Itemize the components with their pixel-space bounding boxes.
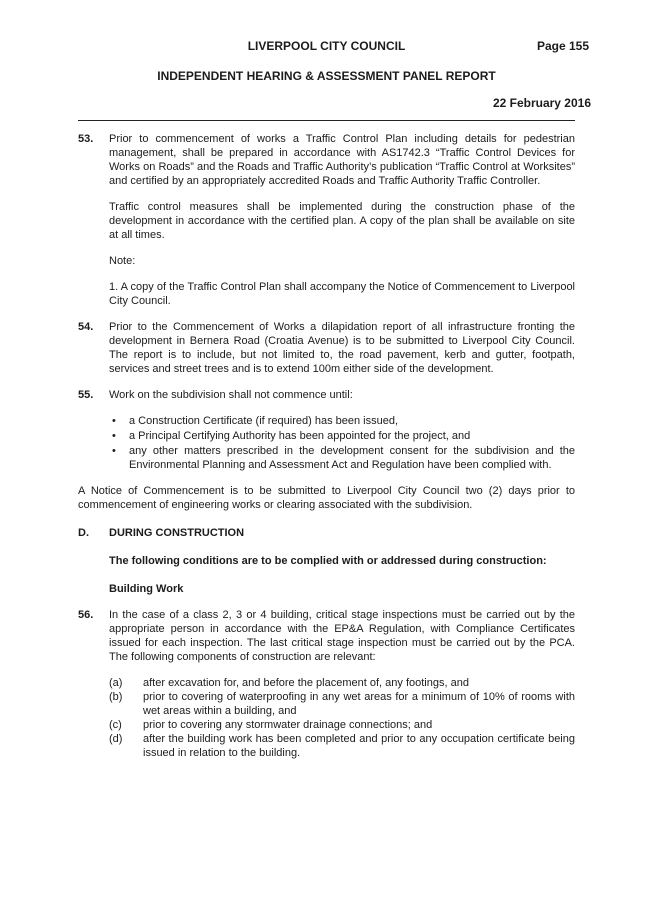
component-list	[109, 676, 575, 760]
document-body	[78, 132, 575, 772]
section-letter: D.	[78, 527, 89, 539]
council-name: LIVERPOOL CITY COUNCIL	[247, 39, 406, 53]
list-item	[109, 690, 575, 718]
item-label: (d)	[109, 733, 123, 745]
condition-number: 55.	[78, 389, 94, 401]
condition-56	[78, 608, 575, 760]
condition-paragraph: Traffic control measures shall be implemented during the construction phase of the development in accordance with the certified plan. A copy of the plan shall be available on site at all times.	[109, 201, 575, 241]
item-text: prior to covering of waterproofing in any wet areas for a minimum of 10% of rooms with wet areas within a building, and	[143, 691, 575, 717]
subsection-title: Building Work	[109, 583, 184, 595]
report-title: INDEPENDENT HEARING & ASSESSMENT PANEL REPORT	[157, 69, 496, 83]
header-divider	[78, 120, 575, 121]
list-item	[109, 732, 575, 760]
page-number: Page 155	[536, 39, 589, 53]
item-text: after the building work has been completed and prior to any occupation certificate being issued in relation to the building.	[143, 733, 575, 759]
list-item: • any other matters prescribed in the development consent for the subdivision and the Environmental Planning and Assessment Act and Regulation have been complied with.	[109, 444, 575, 472]
condition-54	[78, 320, 575, 376]
condition-paragraph: Work on the subdivision shall not commence until:	[109, 389, 353, 401]
condition-number: 56.	[78, 609, 94, 621]
note-label: Note:	[109, 255, 136, 267]
item-label: (a)	[109, 677, 123, 689]
list-item	[109, 676, 575, 690]
condition-number: 54.	[78, 321, 94, 333]
condition-55	[78, 388, 575, 472]
list-item: • a Principal Certifying Authority has been appointed for the project, and	[109, 429, 575, 443]
list-item: • a Construction Certificate (if required) has been issued,	[109, 414, 575, 428]
condition-paragraph: Prior to commencement of works a Traffic Control Plan including details for pedestrian management, shall be prepared in accordance with AS1742.3 “Traffic Control Devices for Works on Roads” and the Roads and Traffic Authority’s publication “Traffic Control at Worksites” and certified by an appropriately accredited Roads and Traffic Authority Traffic Controller.	[109, 133, 575, 187]
item-label: (b)	[109, 691, 123, 703]
item-text: after excavation for, and before the placement of, any footings, and	[143, 677, 469, 689]
section-heading	[78, 526, 575, 540]
condition-number: 53.	[78, 133, 94, 145]
bullet-list	[109, 414, 575, 472]
condition-paragraph: In the case of a class 2, 3 or 4 building, critical stage inspections must be carried out by the appropriate person in accordance with the EP&A Regulation, with Compliance Certificates issued for each inspection. The last critical stage inspection must be carried out by the PCA. The following components of construction are relevant:	[109, 609, 575, 663]
list-item	[109, 718, 575, 732]
note-item: 1. A copy of the Traffic Control Plan shall accompany the Notice of Commencement to Liverpool City Council.	[109, 281, 575, 307]
condition-53	[78, 132, 575, 308]
item-label: (c)	[109, 719, 122, 731]
section-intro: The following conditions are to be complied with or addressed during construction:	[109, 555, 547, 567]
report-date: 22 February 2016	[492, 96, 591, 110]
section-title: DURING CONSTRUCTION	[109, 527, 245, 539]
item-text: prior to covering any stormwater drainage connections; and	[143, 719, 433, 731]
commencement-notice: A Notice of Commencement is to be submitted to Liverpool City Council two (2) days prior to commencement of engineering works or clearing associated with the subdivision.	[78, 485, 575, 511]
condition-paragraph: Prior to the Commencement of Works a dilapidation report of all infrastructure fronting the development in Bernera Road (Croatia Avenue) is to be submitted to Liverpool City Council. The report is to include, but not limited to, the road pavement, kerb and gutter, footpath, services and street trees and is to extend 100m either side of the development.	[109, 321, 575, 375]
